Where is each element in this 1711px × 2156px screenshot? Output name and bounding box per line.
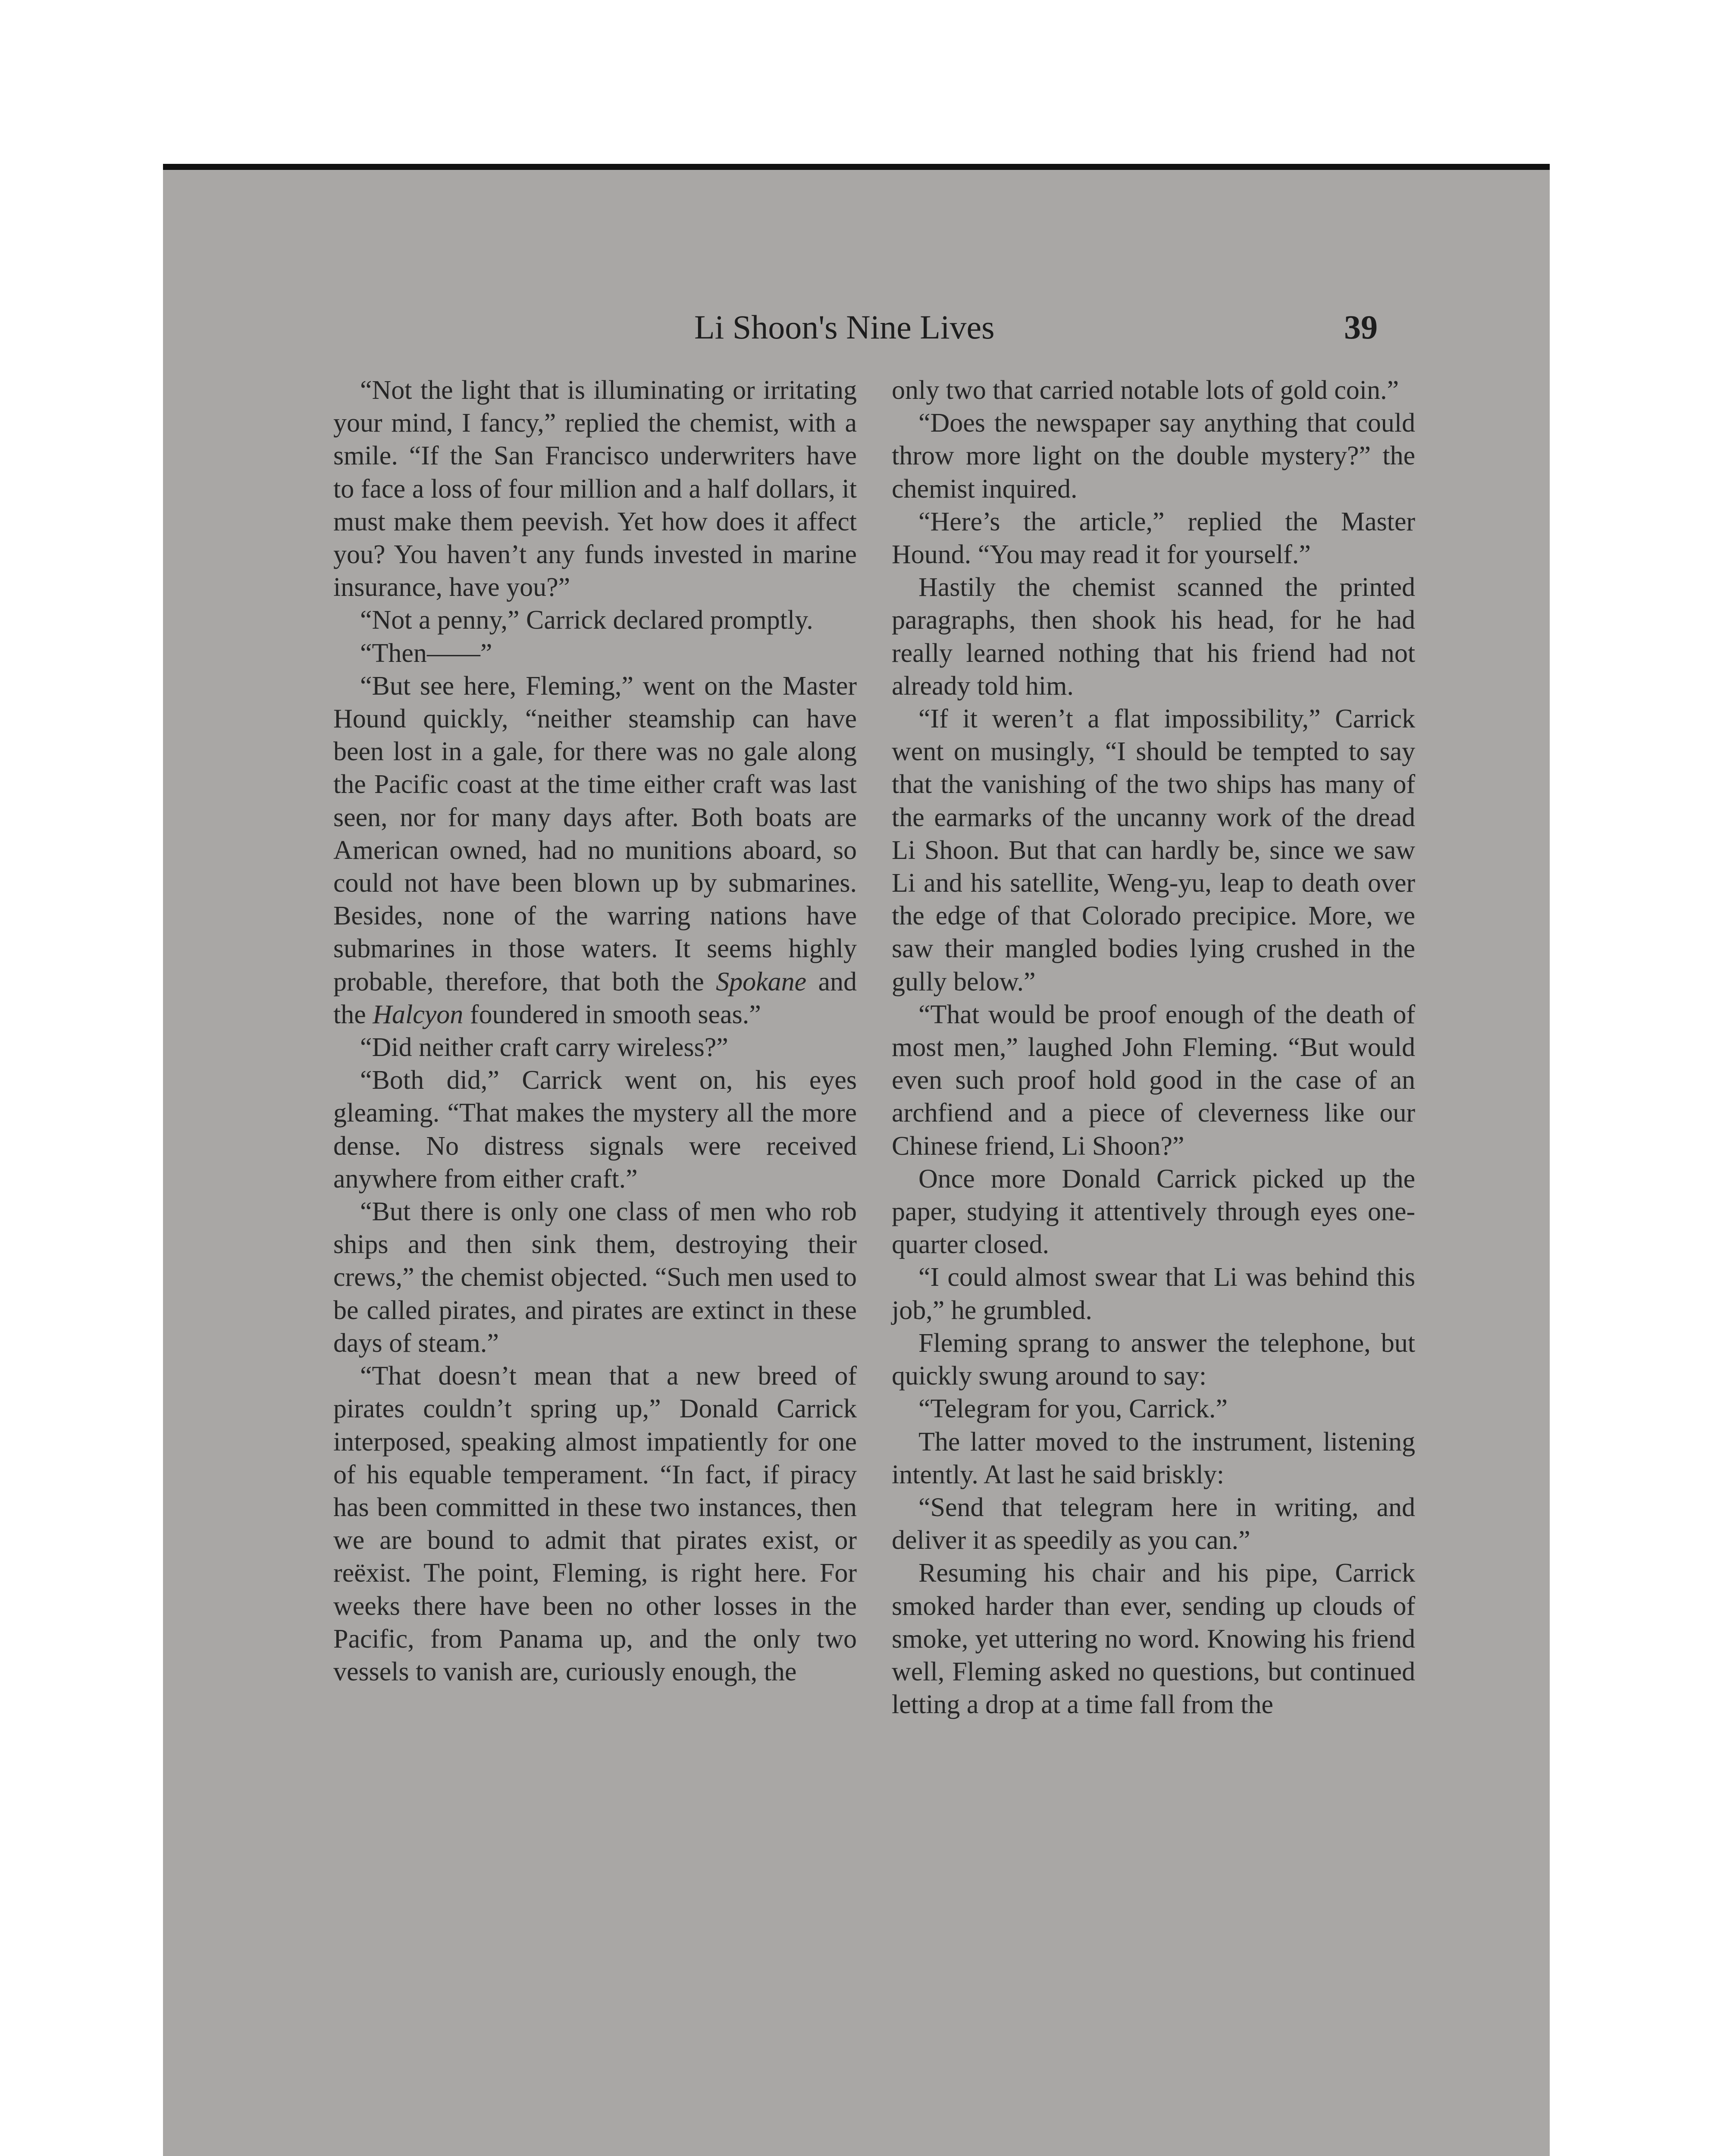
paragraph: “Not the light that is illuminating or irritating your mind, I fancy,” replied the chemist, with a smile. “If the San Francisco underwriters have to face a loss of four million and a half dollars, it must make them peevish. Yet how does it affect you? You haven’t any funds invested in marine insurance, have you?” <box>333 376 857 602</box>
paragraph: Once more Donald Carrick picked up the paper, studying it attentively through eyes one-quarter closed. <box>892 1164 1415 1260</box>
paragraph: “Not a penny,” Carrick declared promptly. <box>360 605 813 635</box>
paragraph: “That doesn’t mean that a new breed of pirates couldn’t spring up,” Donald Carrick interposed, speaking almost impatiently for one of his equable temperament. “In fact, if piracy has been committed in these two instances, then we are bound to admit that pirates exist, or reëxist. The point, Fleming, is right here. For weeks there have been no other losses in the Pacific, from Panama up, and the only two vessels to vanish are, curiously enough, the <box>333 1361 857 1686</box>
ship-name: Spokane <box>716 967 807 997</box>
right-column <box>892 374 1415 1721</box>
paragraph-text: foundered in smooth seas.” <box>463 1000 761 1029</box>
paragraph: Resuming his chair and his pipe, Carrick smoked harder than ever, sending up clouds of smoke, yet uttering no word. Knowing his friend well, Fleming asked no questions, but continued letting a drop at a time fall from the <box>892 1558 1415 1720</box>
paragraph: Fleming sprang to answer the telephone, but quickly swung around to say: <box>892 1328 1415 1391</box>
paragraph <box>333 670 857 1031</box>
page-header <box>163 308 1550 360</box>
paragraph: Hastily the chemist scanned the printed paragraphs, then shook his head, for he had really learned nothing that his friend had not already told him. <box>892 573 1415 701</box>
paragraph-continued: only two that carried notable lots of gold coin.” <box>892 376 1399 405</box>
paragraph: “If it weren’t a flat impossibility,” Carrick went on musingly, “I should be tempted to say that the vanishing of the two ships has many of the earmarks of the uncanny work of the dread Li Shoon. But that can hardly be, since we saw Li and his satellite, Weng-yu, leap to death over the edge of that Colorado precipice. More, we saw their mangled bodies lying crushed in the gully below.” <box>892 704 1415 997</box>
paragraph: “That would be proof enough of the death of most men,” laughed John Fleming. “But would even such proof hold good in the case of an archfiend and a piece of cleverness like our Chinese friend, Li Shoon?” <box>892 1000 1415 1161</box>
paragraph: “Telegram for you, Carrick.” <box>918 1394 1228 1424</box>
book-page <box>163 164 1550 2156</box>
paragraph: “Both did,” Carrick went on, his eyes gleaming. “That makes the mystery all the more dense. No distress signals were received anywhere from either craft.” <box>333 1065 857 1194</box>
paragraph-text: “But see here, Fleming,” went on the Master Hound quickly, “neither steamship can have been lost in a gale, for there was no gale along the Pacific coast at the time either craft was last seen, nor for many days after. Both boats are American owned, had no munitions aboard, so could not have been blown up by submarines. Besides, none of the warring nations have submarines in those waters. It seems highly probable, therefore, that both the <box>333 671 857 997</box>
paragraph: “Did neither craft carry wireless?” <box>360 1033 728 1062</box>
paragraph: “Here’s the article,” replied the Master Hound. “You may read it for yourself.” <box>892 507 1415 570</box>
ship-name: Halcyon <box>373 1000 464 1029</box>
paragraph: The latter moved to the instrument, listening intently. At last he said briskly: <box>892 1427 1415 1489</box>
paragraph: “Send that telegram here in writing, and deliver it as speedily as you can.” <box>892 1492 1415 1555</box>
left-column <box>333 374 857 1688</box>
paragraph: “But there is only one class of men who rob ships and then sink them, destroying their crews,” the chemist objected. “Such men used to be called pirates, and pirates are extinct in these days of steam.” <box>333 1197 857 1358</box>
paragraph: “I could almost swear that Li was behind this job,” he grumbled. <box>892 1263 1415 1325</box>
page-number: 39 <box>1344 308 1378 346</box>
paragraph-text: and the <box>333 967 857 1029</box>
running-title: Li Shoon's Nine Lives <box>694 308 995 346</box>
paragraph: “Then——” <box>360 638 492 668</box>
paragraph: “Does the newspaper say anything that could throw more light on the double mystery?” the chemist inquired. <box>892 408 1415 504</box>
